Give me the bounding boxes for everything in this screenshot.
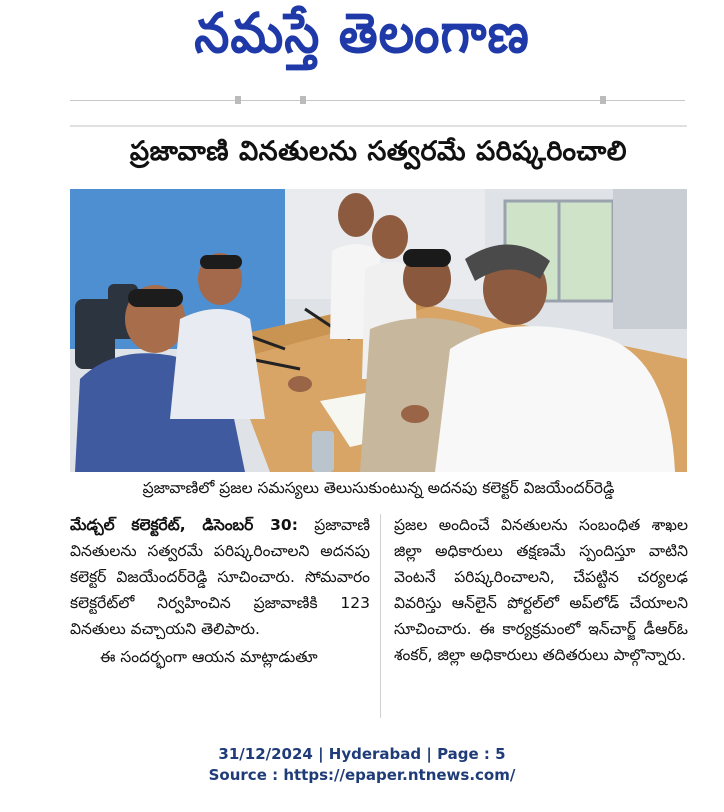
article-dateline: మేడ్చల్ కలెక్టరేట్, డిసెంబర్ 30: (70, 516, 298, 534)
caption-area (70, 474, 687, 506)
headline-area (70, 125, 687, 182)
article-headline: ప్రజావాణి వినతులను సత్వరమే పరిష్కరించాలి (129, 135, 628, 167)
article-photo (70, 189, 687, 472)
divider-mark (300, 96, 306, 104)
article-paragraph-3: ప్రజల అందించే వినతులను సంబంధిత శాఖల జిల్లా అధికారులు తక్షణమే స్పందిస్తూ వాటిని వెంటనే పరిష్కరించాలని, చేపట్టిన చర్యలఢ వివరిస్తు ఆన్‌లైన్ పోర్టల్‌లో అప్‌లోడ్ చేయాలని సూచించారు. ఈ కార్యక్రమంలో ఇన్‌చార్జ్ డీఆర్‌ఓ శంకర్, జిల్లా అధికారులు తదితరులు పాల్గొన్నారు. (394, 516, 688, 664)
page-footer (0, 744, 724, 786)
source-link[interactable]: Source : https://epaper.ntnews.com/ (208, 766, 516, 784)
article-column-right (394, 512, 688, 668)
article-paragraph-2: ఈ సందర్భంగా ఆయన మాట్లాడుతూ (100, 648, 318, 666)
masthead (0, 0, 724, 80)
meeting-photo (70, 189, 687, 472)
article-column-left (70, 512, 370, 670)
newspaper-logo: నమస్తే తెలంగాణ (194, 0, 530, 65)
divider-mark (600, 96, 606, 104)
photo-caption: ప్రజావాణిలో ప్రజల సమస్యలు తెలుసుకుంటున్న అదనపు కలెక్టర్ విజయేందర్‌రెడ్డి (142, 479, 615, 497)
masthead-divider (70, 100, 685, 101)
divider-mark (235, 96, 241, 104)
article-paragraph-1 (70, 512, 370, 642)
column-divider (380, 514, 381, 718)
edition-info: 31/12/2024 | Hyderabad | Page : 5 (218, 745, 506, 763)
paragraph-1-text: ప్రజావాణి వినతులను సత్వరమే పరిష్కరించాలని అదనపు కలెక్టర్ విజయేందర్‌రెడ్డి సూచించారు. సోమవారం కలెక్టరేట్‌లో నిర్వహించిన ప్రజావాణికి 123 వినతులు వచ్చాయని తెలిపారు. (70, 516, 371, 638)
